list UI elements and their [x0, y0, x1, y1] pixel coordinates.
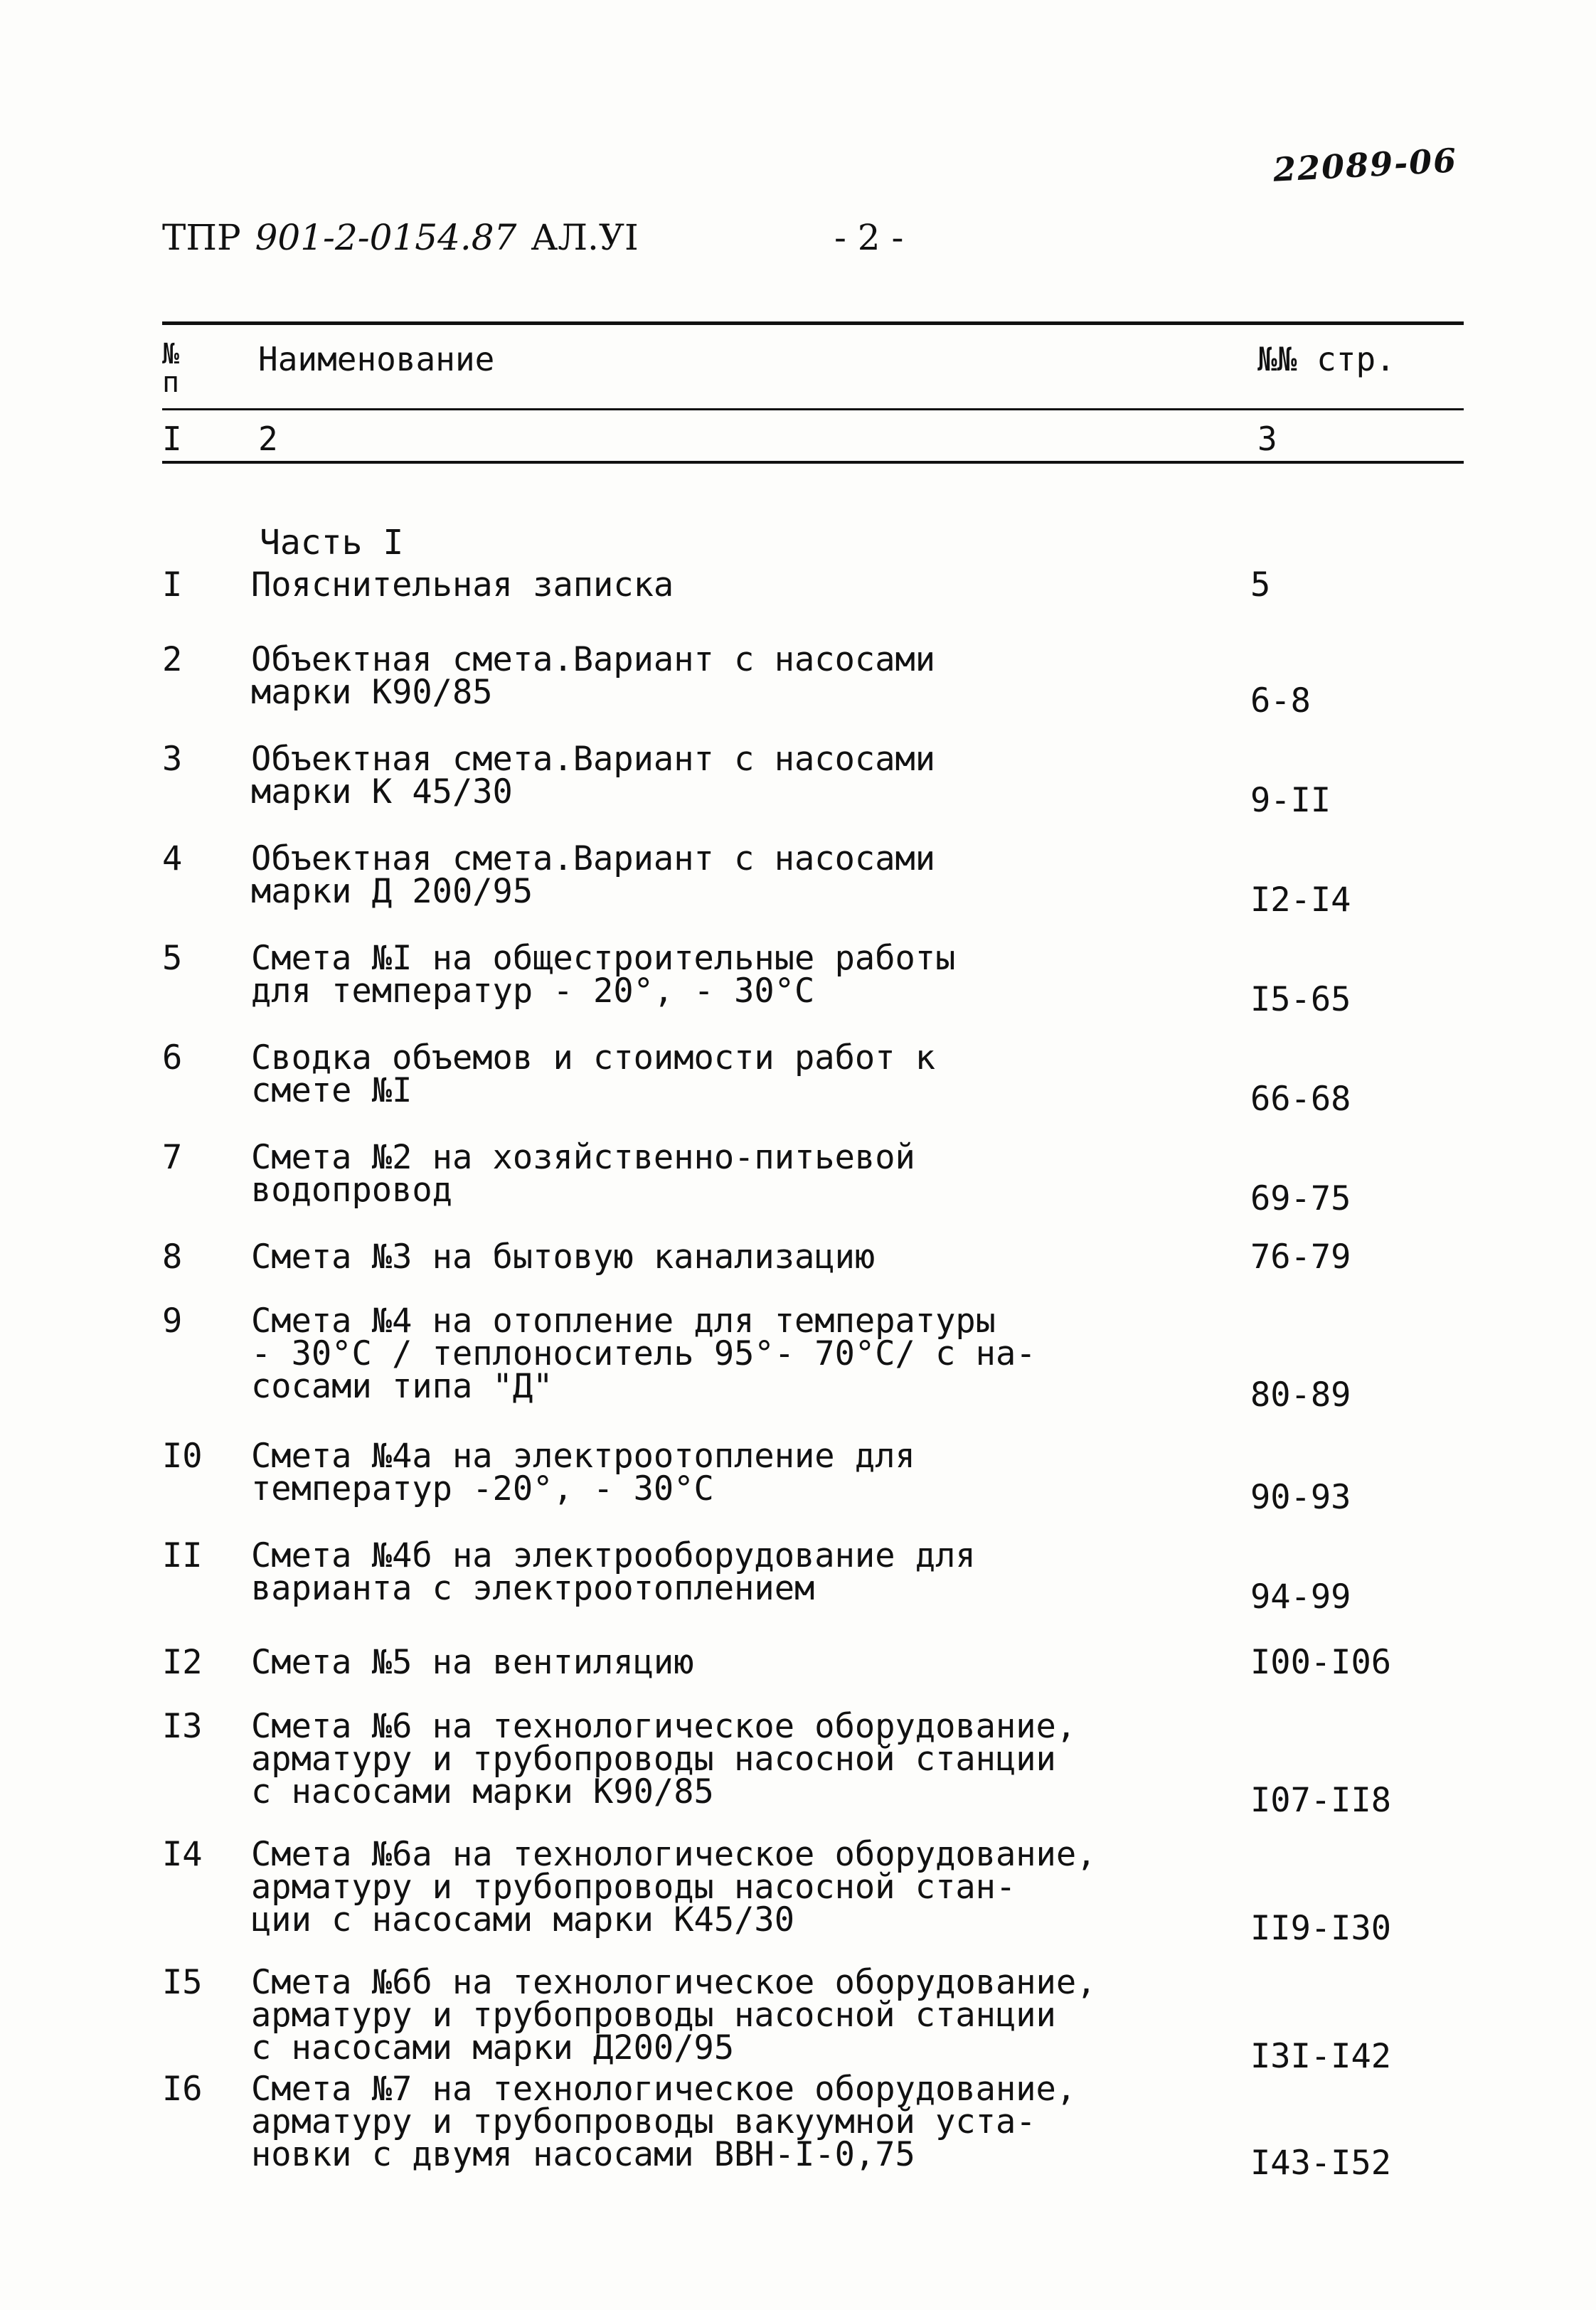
- row-pages: 80-89: [1250, 1375, 1351, 1415]
- row-number: 4: [162, 839, 183, 878]
- row-pages: 9-II: [1250, 781, 1331, 820]
- column-number-1: I: [162, 420, 182, 458]
- row-title-line: Объектная смета.Вариант с насосами: [251, 740, 936, 779]
- header-name-label: Наименование: [258, 340, 495, 378]
- row-title: [251, 2070, 1197, 2174]
- row-number: 7: [162, 1138, 183, 1177]
- row-number: 3: [162, 740, 183, 779]
- row-title: [251, 1302, 1197, 1406]
- row-pages: I2-I4: [1250, 880, 1351, 920]
- table-top-rule: [162, 321, 1464, 325]
- row-title-line: Смета №5 на вентиляцию: [251, 1643, 694, 1682]
- row-title-line: Объектная смета.Вариант с насосами: [251, 839, 936, 878]
- row-title-line: арматуру и трубопроводы вакуумной уста-: [251, 2102, 1036, 2141]
- table-header-rule: [162, 408, 1464, 410]
- row-title: [251, 839, 1197, 911]
- row-pages: 69-75: [1250, 1179, 1351, 1218]
- row-title-line: Смета №2 на хозяйственно-питьевой: [251, 1138, 915, 1177]
- row-pages: 66-68: [1250, 1080, 1351, 1119]
- row-title-line: сосами типа "Д": [251, 1367, 553, 1406]
- row-pages: I5-65: [1250, 980, 1351, 1019]
- row-number: I: [162, 565, 183, 605]
- row-pages: 5: [1250, 565, 1271, 605]
- row-number: II: [162, 1536, 203, 1575]
- header-prefix: ТПР: [162, 217, 241, 258]
- row-number: 9: [162, 1302, 183, 1341]
- header-code: 901-2-0154.87: [255, 217, 517, 258]
- row-number: I5: [162, 1963, 203, 2002]
- row-title-line: смете №I: [251, 1071, 413, 1110]
- row-title: [251, 1038, 1197, 1110]
- row-title-line: Смета №6б на технологическое оборудование,: [251, 1963, 1097, 2002]
- row-title-line: - 30°С / теплоноситель 95°- 70°С/ с на-: [251, 1334, 1036, 1373]
- row-title-line: Объектная смета.Вариант с насосами: [251, 640, 936, 679]
- row-pages: I43-I52: [1250, 2144, 1392, 2183]
- row-pages: I00-I06: [1250, 1643, 1392, 1682]
- header-num-label: № п: [162, 338, 180, 399]
- row-number: 5: [162, 939, 183, 978]
- row-number: I6: [162, 2070, 203, 2109]
- row-title: [251, 565, 1197, 605]
- row-title-line: арматуру и трубопроводы насосной станции: [251, 1740, 1056, 1779]
- row-title-line: для температур - 20°, - 30°С: [251, 972, 815, 1011]
- row-title-line: Смета №7 на технологическое оборудование,: [251, 2070, 1077, 2109]
- row-number: 8: [162, 1238, 183, 1277]
- header-album: АЛ.УI: [531, 217, 639, 258]
- table-columns-rule: [162, 461, 1464, 464]
- row-title-line: Пояснительная записка: [251, 565, 674, 605]
- row-title-line: арматуру и трубопроводы насосной стан-: [251, 1868, 1016, 1907]
- row-title-line: Смета №4 на отопление для температуры: [251, 1302, 996, 1341]
- row-title-line: с насосами марки Д200/95: [251, 2028, 735, 2067]
- row-title-line: новки с двумя насосами ВВН-I-0,75: [251, 2135, 915, 2174]
- row-number: 2: [162, 640, 183, 679]
- handwritten-number: 22089-06: [1272, 141, 1459, 189]
- row-number: I4: [162, 1835, 203, 1874]
- row-pages: II9-I30: [1250, 1909, 1392, 1948]
- row-title: [251, 1643, 1197, 1682]
- row-pages: 6-8: [1250, 681, 1311, 720]
- row-pages: I3I-I42: [1250, 2037, 1392, 2076]
- row-title-line: Смета №4а на электроотопление для: [251, 1437, 915, 1476]
- row-title: [251, 1138, 1197, 1210]
- row-title-line: арматуру и трубопроводы насосной станции: [251, 1996, 1056, 2035]
- row-title-line: марки К 45/30: [251, 772, 513, 811]
- column-number-3: 3: [1257, 420, 1277, 458]
- row-title-line: Сводка объемов и стоимости работ к: [251, 1038, 936, 1077]
- row-title-line: температур -20°, - 30°С: [251, 1469, 714, 1508]
- row-title-line: Смета №6а на технологическое оборудование,: [251, 1835, 1097, 1874]
- row-title-line: марки К90/85: [251, 673, 493, 712]
- row-number: I3: [162, 1707, 203, 1746]
- row-pages: I07-II8: [1250, 1781, 1392, 1820]
- page-header: [162, 217, 1442, 258]
- row-pages: 90-93: [1250, 1478, 1351, 1517]
- row-title-line: марки Д 200/95: [251, 872, 533, 911]
- row-title-line: ции с насосами марки К45/30: [251, 1900, 795, 1939]
- row-title: [251, 939, 1197, 1011]
- row-title: [251, 1536, 1197, 1608]
- row-title-line: с насосами марки К90/85: [251, 1772, 714, 1811]
- row-number: I0: [162, 1437, 203, 1476]
- column-number-2: 2: [258, 420, 278, 458]
- row-title: [251, 1963, 1197, 2067]
- row-title-line: Смета №3 на бытовую канализацию: [251, 1238, 876, 1277]
- page-number: - 2 -: [834, 217, 904, 258]
- header-page-label: №№ стр.: [1257, 340, 1395, 378]
- row-title-line: варианта с электроотоплением: [251, 1569, 815, 1608]
- row-pages: 76-79: [1250, 1238, 1351, 1277]
- row-title: [251, 640, 1197, 712]
- row-title: [251, 1238, 1197, 1277]
- row-title: [251, 1707, 1197, 1811]
- row-pages: 94-99: [1250, 1577, 1351, 1617]
- row-number: 6: [162, 1038, 183, 1077]
- row-number: I2: [162, 1643, 203, 1682]
- row-title-line: Смета №6 на технологическое оборудование,: [251, 1707, 1077, 1746]
- row-title: [251, 740, 1197, 811]
- row-title-line: водопровод: [251, 1171, 452, 1210]
- row-title: [251, 1835, 1197, 1939]
- row-title-line: Смета №4б на электрооборудование для: [251, 1536, 976, 1575]
- part-title: Часть I: [260, 523, 404, 563]
- row-title-line: Смета №I на общестроительные работы: [251, 939, 956, 978]
- row-title: [251, 1437, 1197, 1508]
